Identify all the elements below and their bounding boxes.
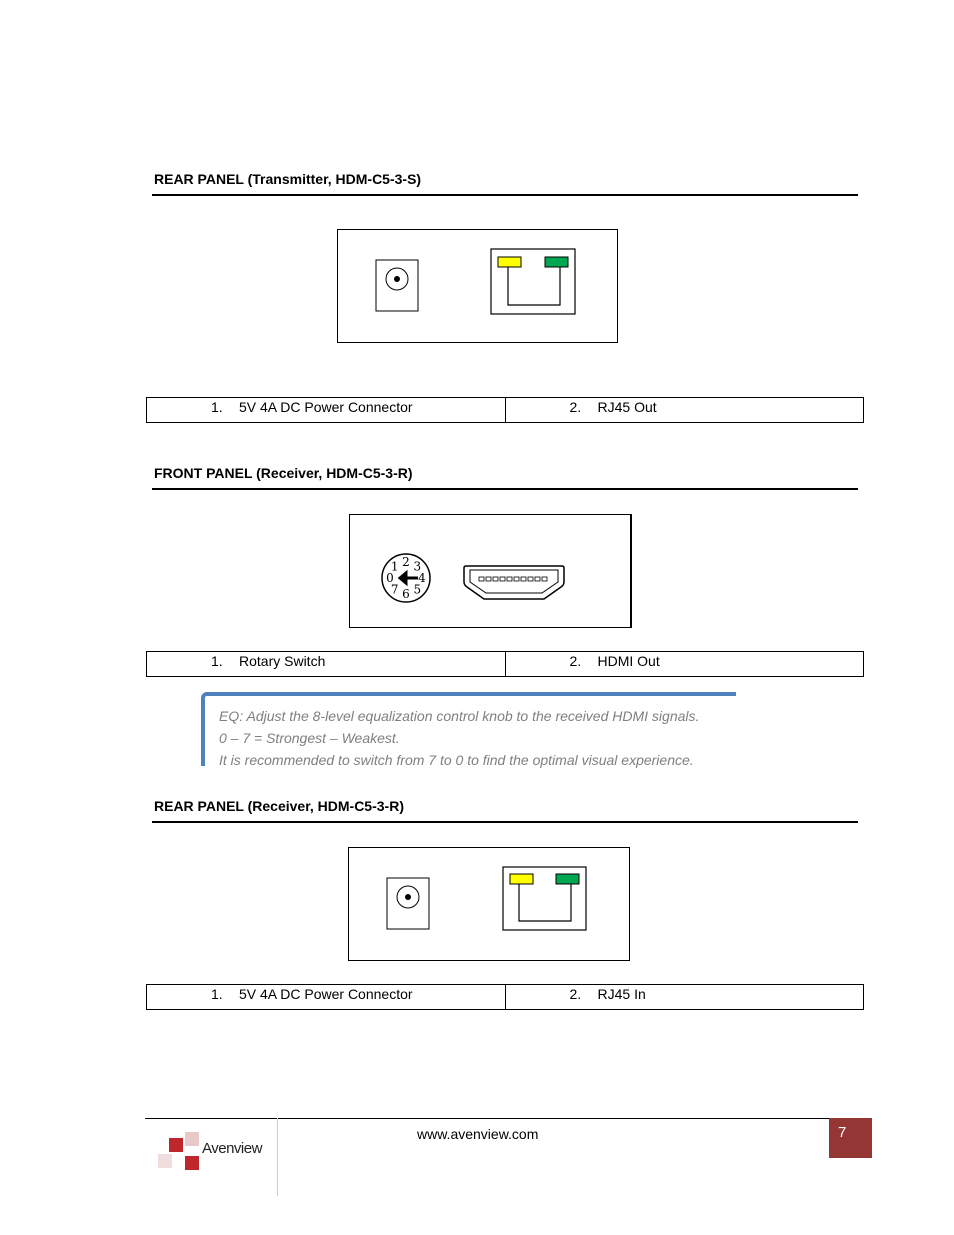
hdmi-pin bbox=[486, 577, 491, 581]
legend-num: 1. bbox=[211, 399, 223, 415]
hdmi-pin bbox=[500, 577, 505, 581]
legend-cell bbox=[147, 985, 505, 1009]
rotary-digit: 7 bbox=[390, 582, 399, 597]
legend-label: RJ45 In bbox=[597, 986, 646, 1002]
legend-cell bbox=[505, 398, 864, 422]
legend-table bbox=[146, 984, 864, 1010]
section-heading-rear-receiver: REAR PANEL (Receiver, HDM-C5-3-R) bbox=[154, 798, 404, 814]
hdmi-pin bbox=[493, 577, 498, 581]
legend-cell bbox=[505, 652, 864, 676]
section-heading-rear-transmitter: REAR PANEL (Transmitter, HDM-C5-3-S) bbox=[154, 171, 422, 187]
legend-num: 2. bbox=[569, 653, 582, 669]
heading-rule bbox=[152, 821, 858, 823]
yellow-led-icon bbox=[510, 874, 533, 884]
front-panel-receiver-diagram bbox=[349, 514, 632, 628]
page-number: 7 bbox=[838, 1124, 847, 1141]
green-led-icon bbox=[556, 874, 579, 884]
yellow-led-icon bbox=[498, 257, 521, 267]
legend-label: HDMI Out bbox=[597, 653, 660, 669]
legend-cell bbox=[147, 652, 505, 676]
hdmi-pin bbox=[514, 577, 519, 581]
section-heading-front-receiver: FRONT PANEL (Receiver, HDM-C5-3-R) bbox=[154, 465, 413, 481]
rotary-digit: 2 bbox=[402, 555, 410, 569]
eq-note-line: EQ: Adjust the 8-level equalization control knob to the received HDMI signals. bbox=[219, 708, 700, 724]
legend-label: 5V 4A DC Power Connector bbox=[239, 986, 413, 1002]
footer-divider bbox=[277, 1118, 278, 1196]
eq-note-callout bbox=[201, 692, 736, 766]
legend-cell bbox=[505, 985, 864, 1009]
eq-note-line: It is recommended to switch from 7 to 0 to find the optimal visual experience. bbox=[219, 752, 694, 768]
legend-num: 2. bbox=[569, 399, 582, 415]
logo-text: Avenview bbox=[202, 1140, 262, 1157]
rotary-digit: 6 bbox=[402, 587, 410, 601]
avenview-logo-mark bbox=[158, 1132, 268, 1177]
legend-label: RJ45 Out bbox=[597, 399, 657, 415]
hdmi-pin bbox=[507, 577, 512, 581]
legend-cell bbox=[147, 398, 505, 422]
heading-rule bbox=[152, 488, 858, 490]
hdmi-port-icon bbox=[464, 566, 564, 599]
hdmi-pin bbox=[479, 577, 484, 581]
green-led-icon bbox=[545, 257, 568, 267]
rear-panel-transmitter-diagram bbox=[337, 229, 618, 343]
hdmi-pin bbox=[535, 577, 540, 581]
page-number-badge bbox=[829, 1118, 872, 1158]
hdmi-pin bbox=[521, 577, 526, 581]
rotary-digit: 5 bbox=[413, 582, 422, 597]
rear-panel-transmitter-drawing bbox=[338, 230, 617, 342]
rotary-switch-icon bbox=[382, 554, 430, 602]
legend-num: 1. bbox=[211, 653, 223, 669]
legend-num: 1. bbox=[211, 986, 223, 1002]
website-url[interactable]: www.avenview.com bbox=[417, 1126, 539, 1142]
hdmi-pin bbox=[542, 577, 547, 581]
legend-label: Rotary Switch bbox=[239, 653, 326, 669]
legend-table bbox=[146, 397, 864, 423]
legend-label: 5V 4A DC Power Connector bbox=[239, 399, 413, 415]
legend-table bbox=[146, 651, 864, 677]
hdmi-pin bbox=[528, 577, 533, 581]
eq-note-line: 0 – 7 = Strongest – Weakest. bbox=[219, 730, 400, 746]
rotary-digit: 1 bbox=[390, 559, 399, 574]
rear-panel-receiver-diagram bbox=[348, 847, 630, 961]
avenview-logo bbox=[158, 1132, 268, 1177]
legend-num: 2. bbox=[569, 986, 582, 1002]
footer-rule bbox=[145, 1118, 872, 1119]
rotary-digit: 3 bbox=[413, 559, 422, 574]
heading-rule bbox=[152, 194, 858, 196]
rear-panel-receiver-drawing bbox=[349, 848, 629, 960]
front-panel-receiver-drawing bbox=[350, 515, 630, 627]
rotary-digit: 0 bbox=[386, 571, 394, 585]
rotary-digit: 4 bbox=[418, 571, 426, 585]
